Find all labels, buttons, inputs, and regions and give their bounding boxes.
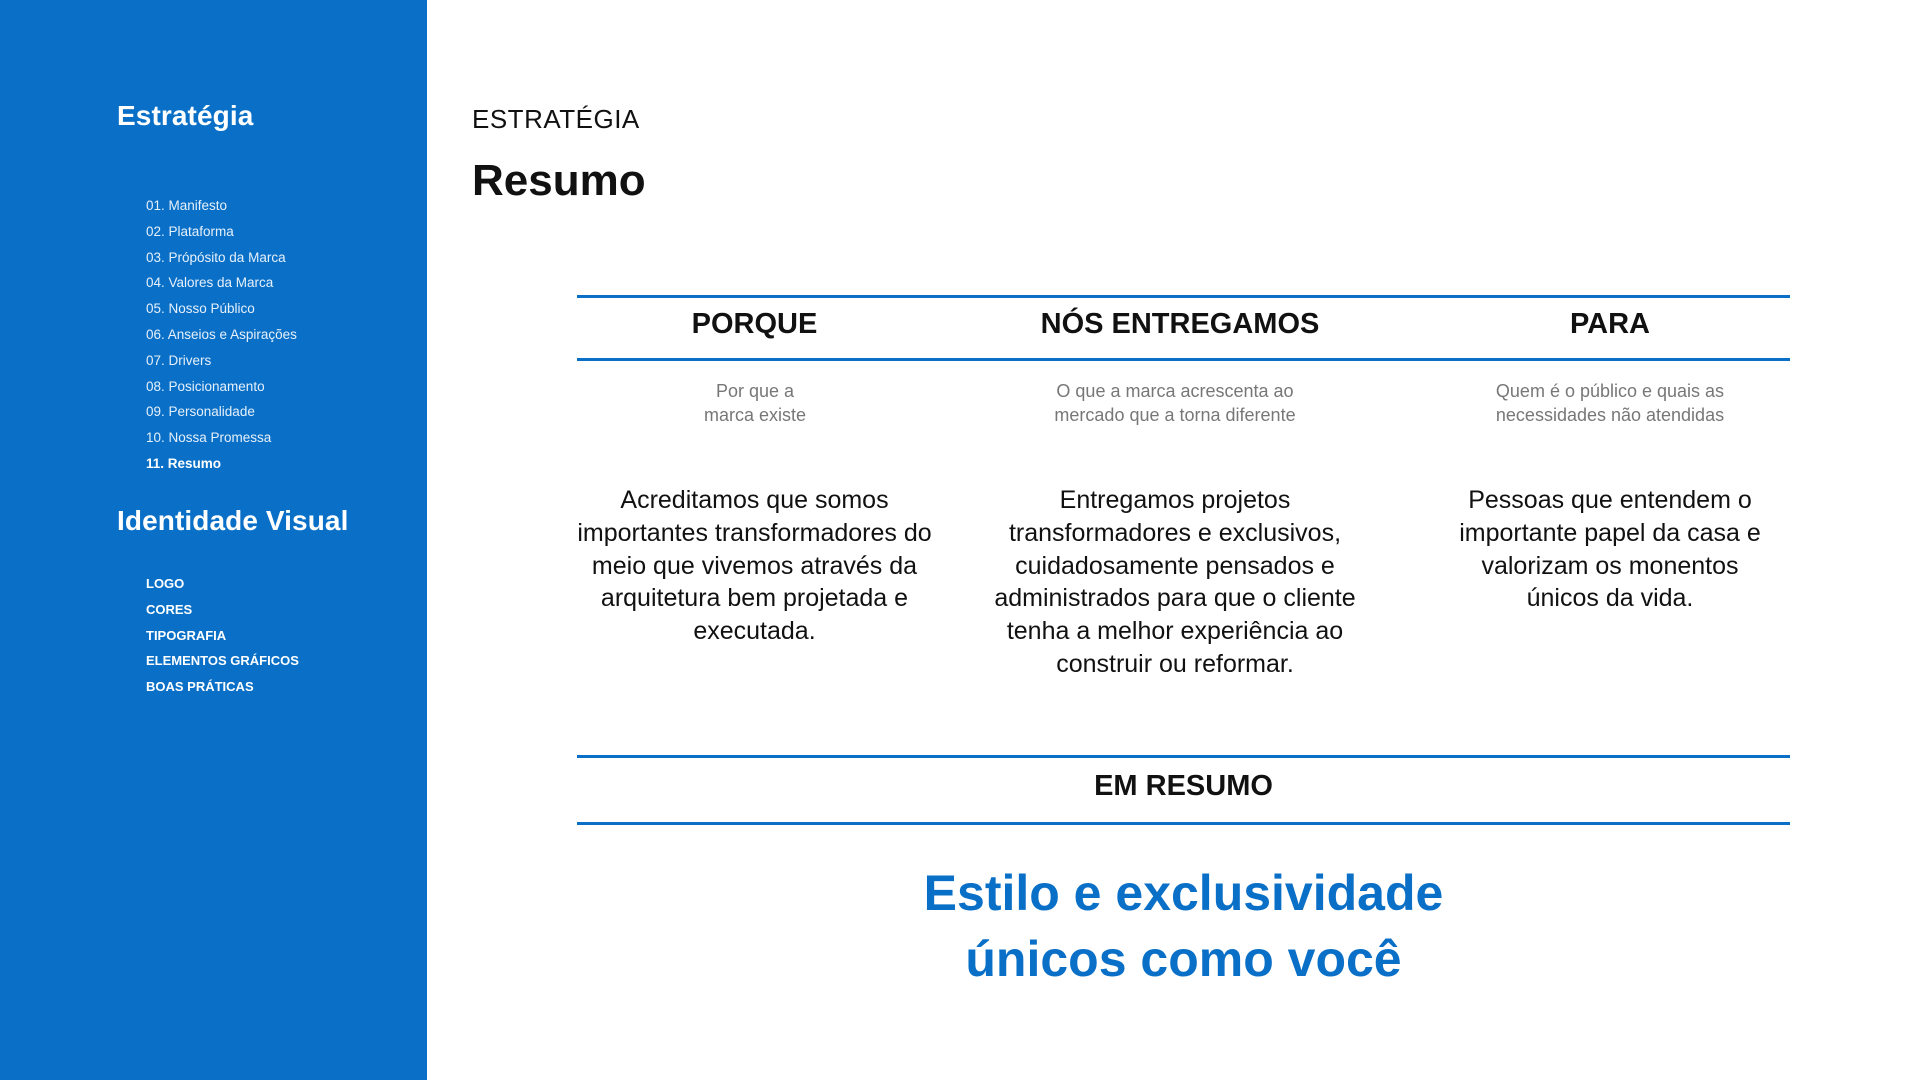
sidebar-item-posicionamento[interactable]: 08. Posicionamento: [146, 378, 265, 394]
column-subtitle-line: O que a marca acrescenta ao: [1056, 381, 1294, 401]
summary-heading: EM RESUMO: [1094, 770, 1273, 802]
sidebar-item-valores[interactable]: 04. Valores da Marca: [146, 275, 274, 291]
column-heading-para: PARA: [1569, 308, 1651, 340]
column-body-porque: Acreditamos que somos importantes transformadores do meio que vivemos através da arquitetura bem projetada e executada.: [577, 486, 932, 646]
column-subtitle-line: mercado que a torna diferente: [1054, 405, 1296, 425]
sidebar-item-plataforma[interactable]: 02. Plataforma: [146, 223, 234, 239]
column-subtitle-porque: [640, 379, 870, 427]
column-subtitle-nos-entregamos: [1030, 379, 1320, 427]
sidebar-item-elementos-graficos[interactable]: ELEMENTOS GRÁFICOS: [146, 653, 299, 669]
sidebar-section-title-estrategia[interactable]: Estratégia: [117, 100, 254, 131]
sidebar-item-publico[interactable]: 05. Nosso Público: [146, 301, 255, 317]
sidebar-item-logo[interactable]: LOGO: [146, 576, 185, 591]
column-body-nos-entregamos: Entregamos projetos transformadores e exclusivos, cuidadosamente pensados e administrados para que o cliente tenha a melhor experiência ao construir ou reformar.: [994, 486, 1356, 678]
page-kicker: ESTRATÉGIA: [472, 104, 640, 134]
sidebar-strategy-list: [146, 193, 297, 477]
divider-summary-top: [577, 755, 1790, 758]
tagline-line: únicos como você: [965, 931, 1402, 987]
tagline-line: Estilo e exclusividade: [923, 865, 1444, 921]
sidebar-item-personalidade[interactable]: 09. Personalidade: [146, 404, 255, 420]
sidebar-section-title-identidade[interactable]: Identidade Visual: [117, 505, 349, 536]
column-subtitle-line: necessidades não atendidas: [1495, 405, 1725, 425]
sidebar-identity-list: [146, 571, 299, 700]
column-body-para: Pessoas que entendem o importante papel da casa e valorizam os monentos únicos da vida.: [1459, 486, 1761, 613]
sidebar: [0, 0, 427, 1080]
sidebar-item-manifesto[interactable]: 01. Manifesto: [146, 198, 228, 213]
column-subtitle-line: Por que a: [715, 381, 795, 401]
page-title: Resumo: [472, 156, 646, 205]
sidebar-item-promessa[interactable]: 10. Nossa Promessa: [146, 430, 272, 446]
column-subtitle-line: Quem é o público e quais as: [1495, 381, 1725, 401]
sidebar-item-resumo[interactable]: 11. Resumo: [146, 455, 222, 471]
column-subtitle-line: marca existe: [703, 405, 807, 425]
sidebar-item-proposito[interactable]: 03. Própósito da Marca: [146, 249, 286, 265]
sidebar-item-drivers[interactable]: 07. Drivers: [146, 352, 212, 368]
sidebar-item-boas-praticas[interactable]: BOAS PRÁTICAS: [146, 679, 254, 695]
column-subtitle-para: [1460, 379, 1760, 427]
sidebar-item-cores[interactable]: CORES: [146, 601, 193, 617]
divider-top: [577, 295, 1790, 298]
tagline: [577, 860, 1790, 992]
column-heading-porque: PORQUE: [691, 308, 818, 340]
sidebar-item-anseios[interactable]: 06. Anseios e Aspirações: [146, 326, 297, 342]
divider-under-headings: [577, 358, 1790, 361]
column-heading-nos-entregamos: NÓS ENTREGAMOS: [1040, 308, 1320, 340]
divider-summary-bottom: [577, 822, 1790, 825]
sidebar-item-tipografia[interactable]: TIPOGRAFIA: [146, 627, 227, 643]
